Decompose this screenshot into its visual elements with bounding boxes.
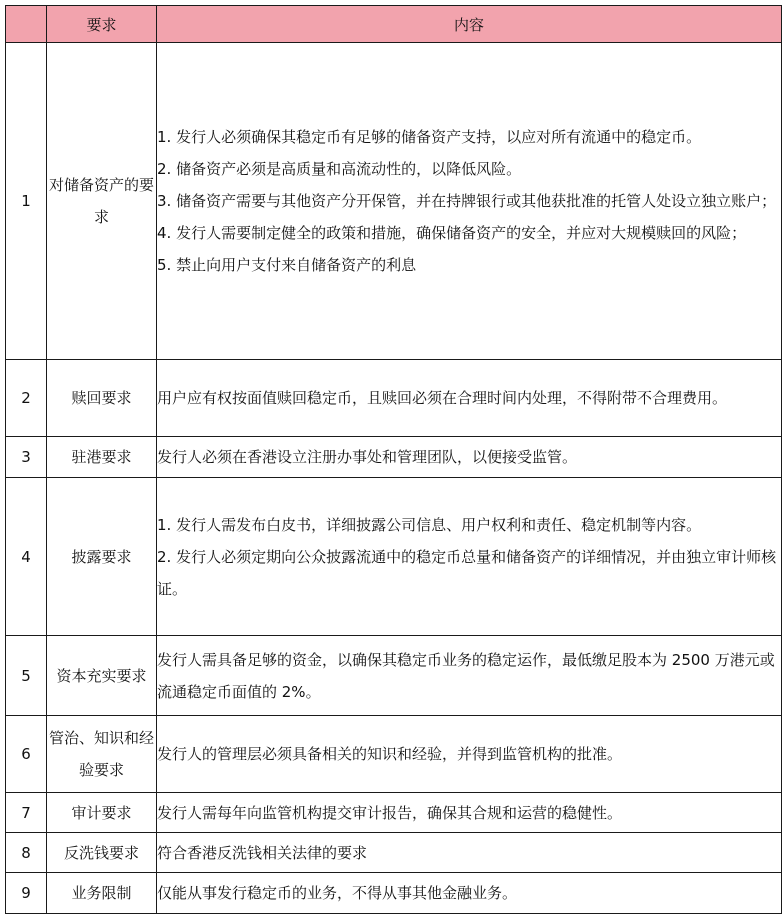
row-num: 1 — [6, 43, 47, 360]
row-content — [157, 437, 782, 478]
table-row — [6, 716, 782, 793]
row-requirement: 赎回要求 — [47, 360, 157, 437]
row-requirement: 管治、知识和经验要求 — [47, 716, 157, 793]
row-num: 9 — [6, 873, 47, 914]
row-content — [157, 716, 782, 793]
row-requirement: 披露要求 — [47, 478, 157, 636]
table-row — [6, 478, 782, 636]
content-line: 3. 储备资产需要与其他资产分开保管，并在持牌银行或其他获批准的托管人处设立独立账户； — [157, 192, 777, 210]
row-content — [157, 833, 782, 873]
content-line: 2. 发行人必须定期向公众披露流通中的稳定币总量和储备资产的详细情况，并由独立审计师核证。 — [157, 547, 777, 598]
row-num: 5 — [6, 636, 47, 716]
content-line: 发行人必须在香港设立注册办事处和管理团队，以便接受监管。 — [157, 448, 578, 466]
table-row — [6, 43, 782, 360]
content-line: 1. 发行人必须确保其稳定币有足够的储备资产支持，以应对所有流通中的稳定币。 — [157, 128, 702, 146]
row-content — [157, 478, 782, 636]
row-requirement: 资本充实要求 — [47, 636, 157, 716]
row-num: 7 — [6, 793, 47, 833]
table-row — [6, 636, 782, 716]
row-requirement: 反洗钱要求 — [47, 833, 157, 873]
header-requirement: 要求 — [47, 6, 157, 43]
table-row — [6, 437, 782, 478]
row-content — [157, 43, 782, 360]
content-line: 4. 发行人需要制定健全的政策和措施，确保储备资产的安全，并应对大规模赎回的风险； — [157, 224, 747, 242]
row-num: 8 — [6, 833, 47, 873]
content-line: 发行人需每年向监管机构提交审计报告，确保其合规和运营的稳健性。 — [157, 803, 623, 822]
content-line: 发行人需具备足够的资金，以确保其稳定币业务的稳定运作，最低缴足股本为 2500 万港元或流通稳定币面值的 2%。 — [157, 650, 775, 701]
table-row — [6, 793, 782, 833]
row-content — [157, 636, 782, 716]
content-line: 1. 发行人需发布白皮书，详细披露公司信息、用户权利和责任、稳定机制等内容。 — [157, 515, 702, 534]
table-row — [6, 873, 782, 914]
row-requirement: 审计要求 — [47, 793, 157, 833]
row-num: 2 — [6, 360, 47, 437]
requirements-table — [5, 5, 782, 914]
content-line: 仅能从事发行稳定币的业务，不得从事其他金融业务。 — [157, 884, 518, 902]
header-content: 内容 — [157, 6, 782, 43]
content-line: 用户应有权按面值赎回稳定币，且赎回必须在合理时间内处理，不得附带不合理费用。 — [157, 389, 728, 407]
content-line: 发行人的管理层必须具备相关的知识和经验，并得到监管机构的批准。 — [157, 745, 623, 763]
row-num: 4 — [6, 478, 47, 636]
content-line: 2. 储备资产必须是高质量和高流动性的，以降低风险。 — [157, 160, 522, 178]
row-content — [157, 873, 782, 914]
row-requirement: 驻港要求 — [47, 437, 157, 478]
table-row — [6, 360, 782, 437]
content-line: 5. 禁止向用户支付来自储备资产的利息 — [157, 256, 417, 274]
header-num — [6, 6, 47, 43]
row-requirement: 业务限制 — [47, 873, 157, 914]
content-line: 符合香港反洗钱相关法律的要求 — [157, 843, 368, 862]
table-header-row — [6, 6, 782, 43]
table-row — [6, 833, 782, 873]
row-requirement: 对储备资产的要求 — [47, 43, 157, 360]
row-content — [157, 360, 782, 437]
row-num: 3 — [6, 437, 47, 478]
row-content — [157, 793, 782, 833]
row-num: 6 — [6, 716, 47, 793]
